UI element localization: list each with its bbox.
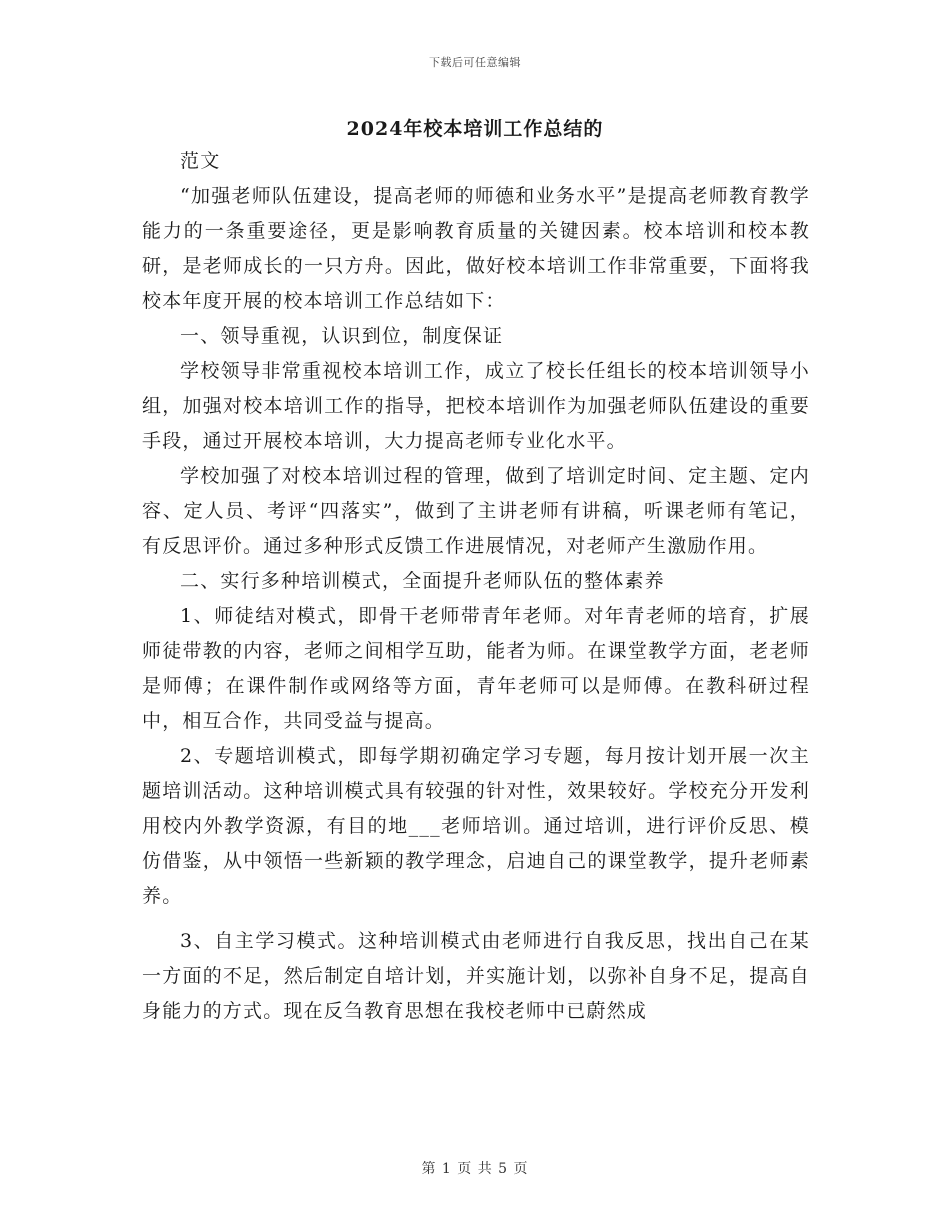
paragraph-fanwen: 范文 xyxy=(180,150,221,172)
paragraph-topic-training: 2、专题培训模式，即每学期初确定学习专题，每月按计划开展一次主题培训活动。这种培训模式具有较强的针对性，效果较好。学校充分开发利用校内外教学资源，有目的地___老师培训。通过培训，进行评价反思、模仿借鉴，从中领悟一些新颖的教学理念，启迪自己的课堂教学，提升老师素养。 xyxy=(142,745,810,907)
section-heading-1: 一、领导重视，认识到位，制度保证 xyxy=(180,325,504,347)
paragraph-leadership: 学校领导非常重视校本培训工作，成立了校长任组长的校本培训领导小组，加强对校本培训工作的指导，把校本培训作为加强老师队伍建设的重要手段，通过开展校本培训，大力提高老师专业化水平。 xyxy=(142,360,810,452)
paragraph-self-study: 3、自主学习模式。这种培训模式由老师进行自我反思，找出自己在某一方面的不足，然后制定自培计划，并实施计划，以弥补自身不足，提高自身能力的方式。现在反刍教育思想在我校老师中已蔚然成 xyxy=(142,930,810,1022)
header-note: 下载后可任意编辑 xyxy=(429,56,521,69)
paragraph-intro: “加强老师队伍建设，提高老师的师德和业务水平”是提高老师教育教学能力的一条重要途径，更是影响教育质量的关键因素。校本培训和校本教研，是老师成长的一只方舟。因此，做好校本培训工作非常重要，下面将我校本年度开展的校本培训工作总结如下： xyxy=(142,185,810,312)
document-title: 2024年校本培训工作总结的 xyxy=(346,118,604,140)
paragraph-mentoring: 1、师徒结对模式，即骨干老师带青年老师。对年青老师的培育，扩展师徒带教的内容，老师之间相学互助，能者为师。在课堂教学方面，老老师是师傅；在课件制作或网络等方面，青年老师可以是师傅。在教科研过程中，相互合作，共同受益与提高。 xyxy=(142,605,810,732)
paragraph-management: 学校加强了对校本培训过程的管理，做到了培训定时间、定主题、定内容、定人员、考评“四落实”，做到了主讲老师有讲稿，听课老师有笔记，有反思评价。通过多种形式反馈工作进展情况，对老师产生激励作用。 xyxy=(142,465,810,557)
section-heading-2: 二、实行多种培训模式，全面提升老师队伍的整体素养 xyxy=(180,570,665,592)
document-body xyxy=(142,144,810,1029)
page-number: 第 1 页 共 5 页 xyxy=(421,1161,529,1177)
